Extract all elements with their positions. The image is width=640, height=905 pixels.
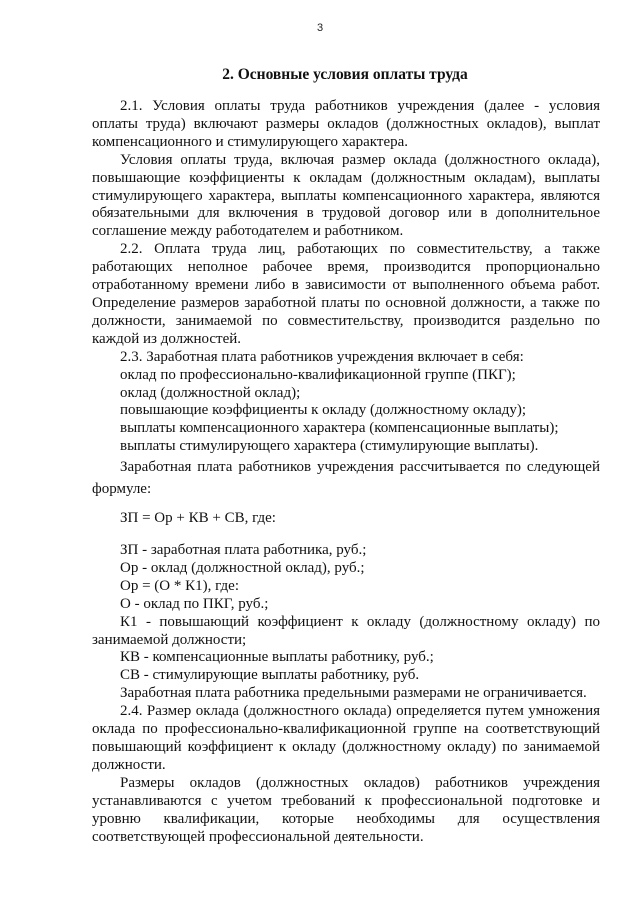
paragraph-no-limit: Заработная плата работника предельными размерами не ограничивается. bbox=[120, 685, 587, 702]
paragraph-2-1: 2.1. Условия оплаты труда работников учреждения (далее - условия оплаты труда) включают размеры окладов (должностных окладов), выплат компенсационного и стимулирующего характера. bbox=[92, 98, 600, 150]
paragraph-2-2: 2.2. Оплата труда лиц, работающих по совместительству, а также работающих неполное рабочее время, производится пропорционально отработанному времени либо в зависимости от выполненного объема работ. Определение размеров заработной платы по основной должности, а также по должности, занимаемой по совместительству, производится раздельно по каждой из должностей. bbox=[92, 241, 600, 347]
definition-item: Ор - оклад (должностной оклад), руб.; bbox=[120, 559, 365, 576]
list-item: повышающие коэффициенты к окладу (должностному окладу); bbox=[120, 402, 527, 419]
definition-item: О - оклад по ПКГ, руб.; bbox=[120, 595, 269, 612]
list-item: оклад (должностной оклад); bbox=[120, 384, 301, 401]
document-body bbox=[92, 98, 600, 846]
definition-item: Ор = (О * К1), где: bbox=[120, 577, 239, 594]
section-title: 2. Основные условия оплаты труда bbox=[222, 66, 468, 83]
definition-item: ЗП - заработная плата работника, руб.; bbox=[120, 542, 367, 559]
paragraph-salary-sizes: Размеры окладов (должностных окладов) работников учреждения устанавливаются с учетом требований к профессиональной подготовке и уровню квалификации, которые необходимы для осуществления соответствующей профессиональной деятельности. bbox=[92, 774, 600, 845]
paragraph-formula-intro: Заработная плата работников учреждения рассчитывается по следующей формуле: bbox=[92, 459, 600, 498]
page-number: 3 bbox=[316, 22, 324, 34]
definition-item: КВ - компенсационные выплаты работнику, руб.; bbox=[120, 649, 434, 666]
list-item: выплаты стимулирующего характера (стимулирующие выплаты). bbox=[120, 438, 539, 455]
list-item: оклад по профессионально-квалификационной группе (ПКГ); bbox=[120, 366, 516, 383]
paragraph-2-3: 2.3. Заработная плата работников учреждения включает в себя: bbox=[120, 348, 524, 365]
formula: ЗП = Ор + КВ + СВ, где: bbox=[120, 510, 276, 527]
paragraph-conditions: Условия оплаты труда, включая размер оклада (должностного оклада), повышающие коэффициенты к окладам (должностным окладам), выплаты стимулирующего характера, выплаты компенсационного характера, являются обязательными для включения в трудовой договор или в дополнительное соглашение между работодателем и работником. bbox=[92, 151, 600, 240]
definition-item: К1 - повышающий коэффициент к окладу (должностному окладу) по занимаемой должности; bbox=[92, 613, 600, 648]
definition-item: СВ - стимулирующие выплаты работнику, руб. bbox=[120, 667, 420, 684]
list-item: выплаты компенсационного характера (компенсационные выплаты); bbox=[120, 420, 559, 437]
paragraph-2-4: 2.4. Размер оклада (должностного оклада) определяется путем умножения оклада по профессионально-квалификационной группе на соответствующий повышающий коэффициент к окладу (должностному окладу) по занимаемой должности. bbox=[92, 703, 600, 773]
